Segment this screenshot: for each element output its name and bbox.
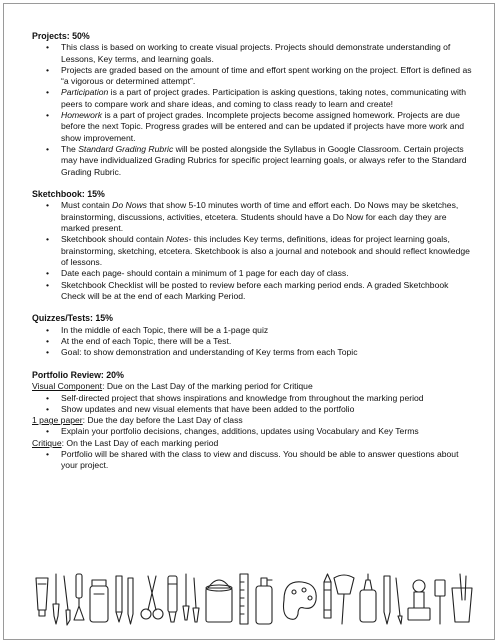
document-content: [32, 31, 472, 483]
list-item: • Homework is a part of project grades. Incomplete projects become assigned homework. Projects are due before the next Topic. Progress grades will be entered and can be updated if projects have more work and show improvement.: [32, 110, 472, 144]
stamp-icon: [408, 580, 430, 620]
paintbrush-icon: [53, 574, 70, 625]
fan-brush-icon: [334, 575, 354, 624]
portfolio-section: [32, 370, 472, 472]
list-item: • Portfolio will be shared with the class to view and discuss. You should be able to answer questions about your project.: [32, 449, 472, 472]
palette-knife-icon: [74, 574, 84, 620]
art-tools-illustration: [32, 570, 476, 628]
list-item: • Explain your portfolio decisions, changes, additions, updates using Vocabulary and Key Terms: [32, 426, 472, 437]
projects-heading: Projects: 50%: [32, 31, 90, 41]
visual-component-line: Visual Component: Due on the Last Day of the marking period for Critique: [32, 381, 313, 392]
brush-set-icon: [183, 574, 199, 622]
list-item: • Sketchbook should contain Notes- this includes Key terms, definitions, ideas for project learning goals, brainstorming, sketching, etcetera. Sketchbook is also a journal and notebook and should reflect knowledge of lessons.: [32, 234, 472, 268]
glue-bottle-icon: [360, 574, 376, 622]
palette-icon: [284, 582, 317, 620]
sketchbook-list: [32, 200, 472, 302]
visual-component-label: Visual Component: [32, 381, 103, 392]
list-item: • Self-directed project that shows inspirations and knowledge from throughout the marking period: [32, 393, 472, 404]
document-page: [3, 3, 495, 640]
portfolio-heading: Portfolio Review: 20%: [32, 369, 124, 380]
sponge-brush-icon: [435, 580, 445, 624]
water-cup-icon: [452, 574, 472, 622]
critique-list: [32, 449, 472, 472]
scissors-icon: [141, 576, 163, 619]
projects-section: [32, 31, 472, 178]
list-item: • Participation is a part of project grades. Participation is asking questions, taking notes, communicating with peers to compare work and share ideas, and coming to class ready to learn and create!: [32, 87, 472, 110]
list-item: • The Standard Grading Rubric will be posted alongside the Syllabus in Google Classroom. Certain projects may have individualized Grading Rubrics for specific project learning goals, or always refer to the Standard Grading Rubric.: [32, 144, 472, 178]
quizzes-heading: Quizzes/Tests: 15%: [32, 313, 113, 324]
do-nows-term: Do Nows: [112, 200, 147, 211]
homework-term: Homework: [61, 110, 103, 121]
notes-term: Notes: [166, 234, 189, 245]
list-item: • Goal: to show demonstration and understanding of Key terms from each Topic: [32, 347, 472, 358]
visual-component-list: [32, 393, 472, 416]
list-item: • Sketchbook Checklist will be posted to review before each marking period ends. A graded Sketchbook Check will be at the end of each Marking Period.: [32, 280, 472, 303]
paper-label: 1 page paper: [32, 415, 83, 426]
sketchbook-section: [32, 189, 472, 302]
paper-line: 1 page paper: Due the day before the Last Day of class: [32, 415, 243, 426]
list-item: • Projects are graded based on the amount of time and effort spent working on the project. Effort is defined as “a vigorous or determined attempt”.: [32, 65, 472, 88]
list-item: • Show updates and new visual elements that have been added to the portfolio: [32, 404, 472, 415]
marker-icon: [168, 576, 177, 622]
ruler-icon: [240, 574, 248, 624]
list-item: • Date each page- should contain a minimum of 1 page for each day of class.: [32, 268, 472, 279]
paint-tube-icon: [36, 578, 48, 616]
quizzes-section: [32, 313, 472, 358]
list-item: • This class is based on working to create visual projects. Projects should demonstrate understanding of Lessons, Key terms, and learning goals.: [32, 42, 472, 65]
list-item: • In the middle of each Topic, there will be a 1-page quiz: [32, 325, 472, 336]
crayon-icon: [324, 574, 331, 618]
sketchbook-heading: Sketchbook: 15%: [32, 189, 105, 200]
critique-line: Critique: On the Last Day of each marking period: [32, 437, 219, 448]
paper-list: [32, 426, 472, 437]
paint-can-icon: [206, 580, 232, 622]
list-item: • At the end of each Topic, there will be a Test.: [32, 336, 472, 347]
spray-can-icon: [256, 578, 272, 624]
jar-icon: [90, 580, 108, 622]
quizzes-list: [32, 325, 472, 359]
projects-list: [32, 42, 472, 178]
critique-label: Critique: [32, 437, 62, 448]
pen-icon: [384, 576, 402, 624]
rubric-term: Standard Grading Rubric: [78, 143, 174, 154]
pencil-icon: [116, 576, 133, 624]
participation-term: Participation: [61, 87, 109, 98]
list-item: • Must contain Do Nows that show 5-10 minutes worth of time and effort each. Do Nows may be sketches, brainstorming, discussions, activities, etcetera. Students should have a Do Now for each day they are marked present.: [32, 200, 472, 234]
